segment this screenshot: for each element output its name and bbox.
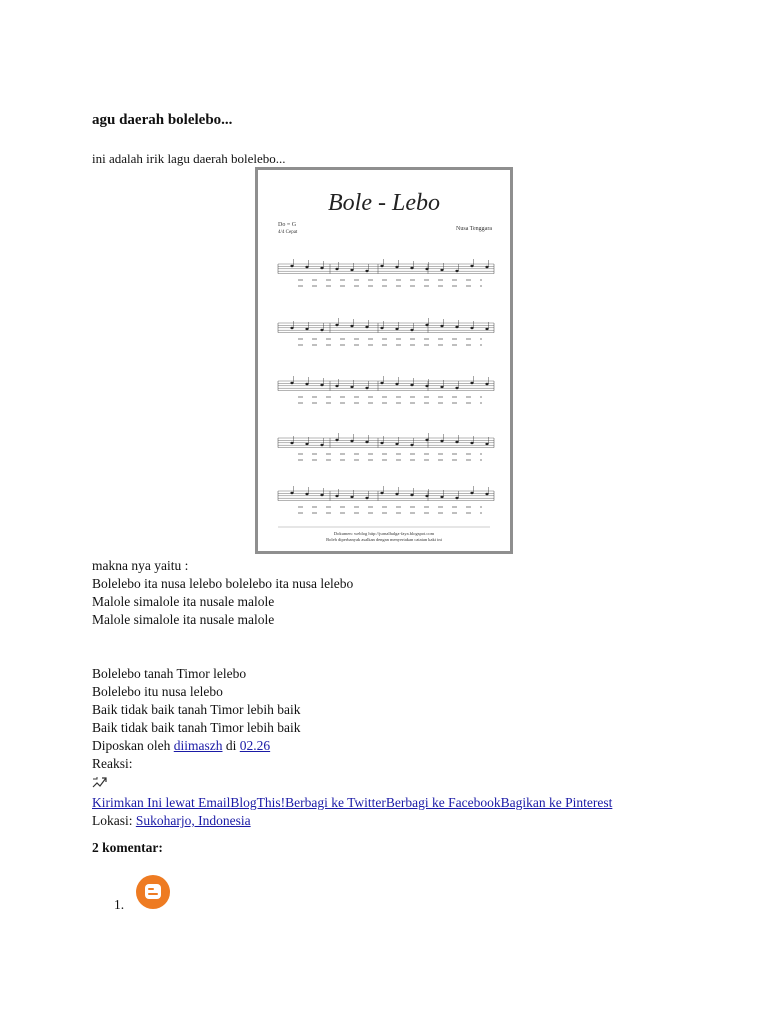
share-twitter-link[interactable]: Berbagi ke Twitter — [285, 795, 386, 810]
share-links — [92, 794, 612, 812]
post-footer-byline — [92, 737, 612, 755]
sheet-music-svg — [258, 170, 510, 551]
sheet-title: Bole - Lebo — [328, 190, 440, 216]
location-link[interactable]: Sukoharjo, Indonesia — [135, 813, 251, 828]
author-link[interactable]: diimaszh — [173, 738, 223, 753]
share-pinterest-link[interactable]: Bagikan ke Pinterest — [500, 795, 613, 810]
lyrics-block — [92, 557, 612, 830]
sheet-music-image — [255, 167, 513, 554]
at-label: di — [225, 738, 237, 753]
sheet-meter: 4/4 Cepat — [278, 230, 298, 235]
blogthis-link[interactable]: BlogThis! — [230, 795, 286, 810]
staff-group — [278, 259, 494, 513]
posted-by-label: Diposkan oleh — [92, 738, 171, 753]
comment-number: 1. — [114, 897, 125, 912]
share-email-link[interactable]: Kirimkan Ini lewat Email — [92, 795, 231, 810]
sheet-key: Do = G — [278, 222, 297, 228]
sheet-footer-2: Boleh diperbanyak asalkan dengan menyertakan catatan kaki ini — [326, 537, 442, 542]
location-row — [92, 812, 612, 830]
lyric-line: Baik tidak baik tanah Timor lebih baik — [92, 702, 301, 717]
sheet-footer-1: Dokumen: weblog http://jurnalhalga-faya.blogspot.com — [333, 531, 435, 536]
lyric-line: Malole simalole ita nusale malole — [92, 612, 275, 627]
location-label: Lokasi: — [92, 813, 133, 828]
post-title: agu daerah bolelebo... — [92, 112, 233, 128]
lyric-line: Bolelebo itu nusa lelebo — [92, 684, 223, 699]
comments-title: 2 komentar: — [92, 840, 163, 855]
lyric-line: Baik tidak baik tanah Timor lebih baik — [92, 720, 301, 735]
share-icon[interactable] — [92, 775, 108, 789]
lyric-line: Bolelebo tanah Timor lelebo — [92, 666, 247, 681]
lyrics-intro: makna nya yaitu : — [92, 558, 189, 573]
lyric-line: Malole simalole ita nusale malole — [92, 594, 275, 609]
blogger-avatar-icon[interactable] — [136, 875, 170, 909]
lyric-line: Bolelebo ita nusa lelebo bolelebo ita nusa lelebo — [92, 576, 354, 591]
post-intro: ini adalah irik lagu daerah bolelebo... — [92, 151, 286, 166]
post-time-link[interactable]: 02.26 — [239, 738, 271, 753]
sheet-region: Nusa Tenggara — [456, 226, 492, 232]
reactions-label: Reaksi: — [92, 756, 133, 771]
share-facebook-link[interactable]: Berbagi ke Facebook — [385, 795, 501, 810]
